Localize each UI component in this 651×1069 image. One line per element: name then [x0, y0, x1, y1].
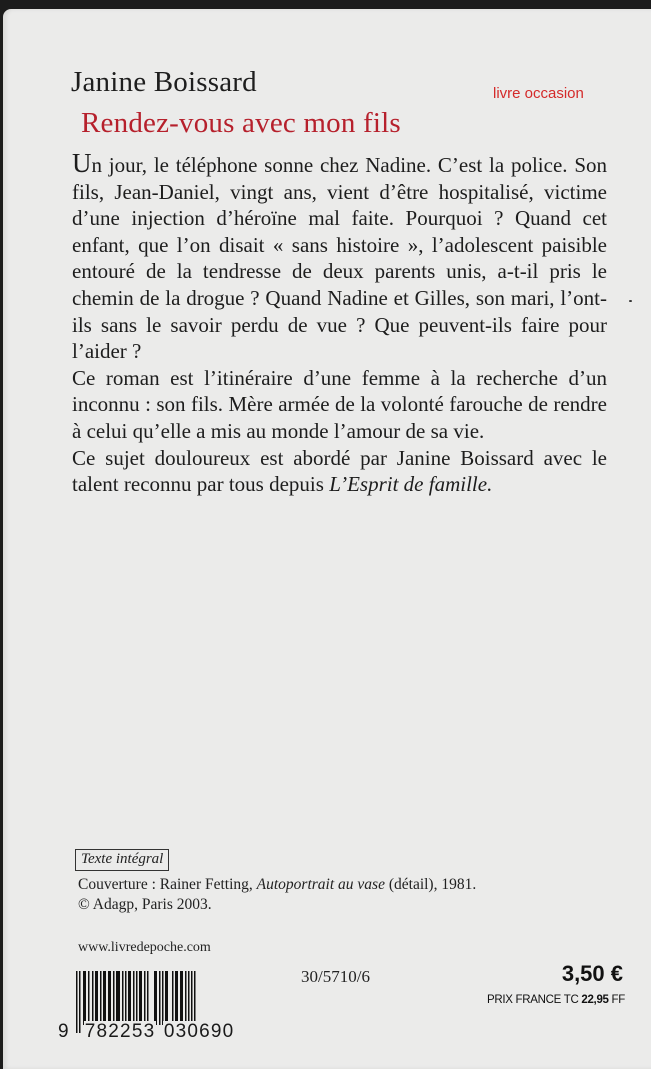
used-book-label: livre occasion	[493, 85, 584, 102]
unabridged-badge: Texte intégral	[75, 849, 169, 871]
publisher-website: www.livredepoche.com	[78, 940, 211, 955]
book-title: Rendez-vous avec mon fils	[81, 107, 401, 139]
blurb-paragraph-2: Ce roman est l’itinéraire d’une femme à la recherche d’un inconnu : son fils. Mère armée de la volonté farouche de rendre à celui qu’elle a mis au monde l’amour de sa vie.	[72, 365, 607, 443]
isbn-number: 9 782253 030690	[58, 1021, 235, 1042]
blurb-paragraph-1: Un jour, le téléphone sonne chez Nadine. C’est la police. Son fils, Jean-Daniel, vingt ans, vient d’être hospitalisé, victime d’une injection d’héroïne mal faite. Pourquoi ? Quand cet enfant, que l’on disait « sans histoire », l’adolescent paisible entouré de la tendresse de deux parents unis, a-t-il pris le chemin de la drogue ? Quand Nadine et Gilles, son mari, l’ont-ils sans le savoir perdu de vue ? Que peuvent-ils faire pour l’aider ?	[72, 148, 607, 364]
blurb-paragraph-3: Ce sujet douloureux est abordé par Janine Boissard avec le talent reconnu par tous depuis L’Esprit de famille.	[72, 445, 607, 497]
print-speck	[629, 300, 632, 302]
cover-credits	[78, 875, 476, 915]
catalog-reference: 30/5710/6	[301, 967, 370, 986]
book-back-cover	[3, 9, 651, 1069]
price-euro: 3,50 €	[561, 961, 623, 986]
blurb	[72, 150, 607, 498]
drop-cap: U	[72, 148, 92, 178]
referenced-work-title: L’Esprit de famille.	[329, 472, 493, 497]
copyright-line: © Adagp, Paris 2003.	[78, 896, 212, 913]
price-francs: PRIX FRANCE TC 22,95 FF	[487, 994, 625, 1006]
cover-art-credit: Couverture : Rainer Fetting, Autoportrait au vase (détail), 1981.	[78, 876, 477, 893]
author-name: Janine Boissard	[71, 66, 257, 98]
